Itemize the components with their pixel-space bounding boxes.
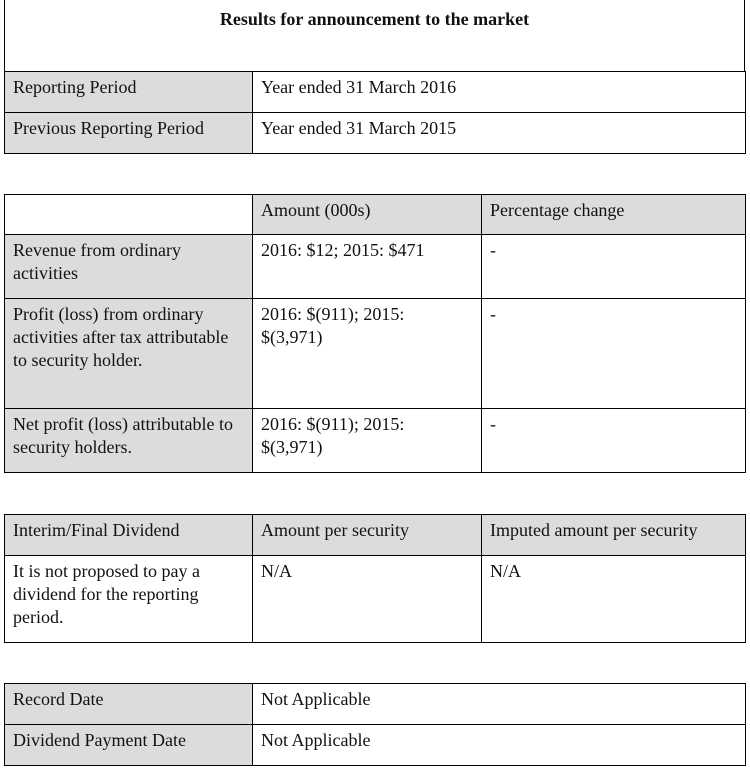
table-cell-label: Record Date	[5, 684, 253, 725]
table-cell-value: Year ended 31 March 2015	[253, 113, 746, 154]
table-cell-label: Revenue from ordinary activities	[5, 235, 253, 299]
table-row	[5, 556, 746, 643]
table-row	[5, 72, 746, 113]
table-row	[5, 684, 746, 725]
table-cell-label: It is not proposed to pay a dividend for the reporting period.	[5, 556, 253, 643]
table-header-row	[5, 515, 746, 556]
table-cell-change: -	[482, 409, 746, 473]
table-cell-amount: 2016: $12; 2015: $471	[253, 235, 482, 299]
table-cell-amount: 2016: $(911); 2015: $(3,971)	[253, 299, 482, 409]
periods-table	[4, 71, 746, 154]
table-header-cell: Amount per security	[253, 515, 482, 556]
table-cell-label: Dividend Payment Date	[5, 725, 253, 766]
table-cell-label: Reporting Period	[5, 72, 253, 113]
table-cell-value: Year ended 31 March 2016	[253, 72, 746, 113]
table-row	[5, 235, 746, 299]
dividend-table	[4, 514, 746, 643]
page-title: Results for announcement to the market	[219, 9, 530, 29]
table-cell-amount: 2016: $(911); 2015: $(3,971)	[253, 409, 482, 473]
table-cell-amount: N/A	[253, 556, 482, 643]
results-table	[4, 194, 746, 473]
table-header-cell: Interim/Final Dividend	[5, 515, 253, 556]
table-cell-change: -	[482, 235, 746, 299]
dates-table	[4, 683, 746, 766]
table-cell-label: Previous Reporting Period	[5, 113, 253, 154]
table-cell-label: Net profit (loss) attributable to security holders.	[5, 409, 253, 473]
table-cell-imputed: N/A	[482, 556, 746, 643]
table-row	[5, 409, 746, 473]
table-cell-change: -	[482, 299, 746, 409]
table-header-cell: Amount (000s)	[253, 195, 482, 235]
table-cell-label: Profit (loss) from ordinary activities after tax attributable to security holder.	[5, 299, 253, 409]
table-cell-value: Not Applicable	[253, 684, 746, 725]
table-header-row	[5, 195, 746, 235]
table-cell-value: Not Applicable	[253, 725, 746, 766]
table-row	[5, 725, 746, 766]
table-row	[5, 299, 746, 409]
table-header-cell: Imputed amount per security	[482, 515, 746, 556]
table-row	[5, 113, 746, 154]
table-header-cell	[5, 195, 253, 235]
title-box	[4, 0, 745, 72]
table-header-cell: Percentage change	[482, 195, 746, 235]
